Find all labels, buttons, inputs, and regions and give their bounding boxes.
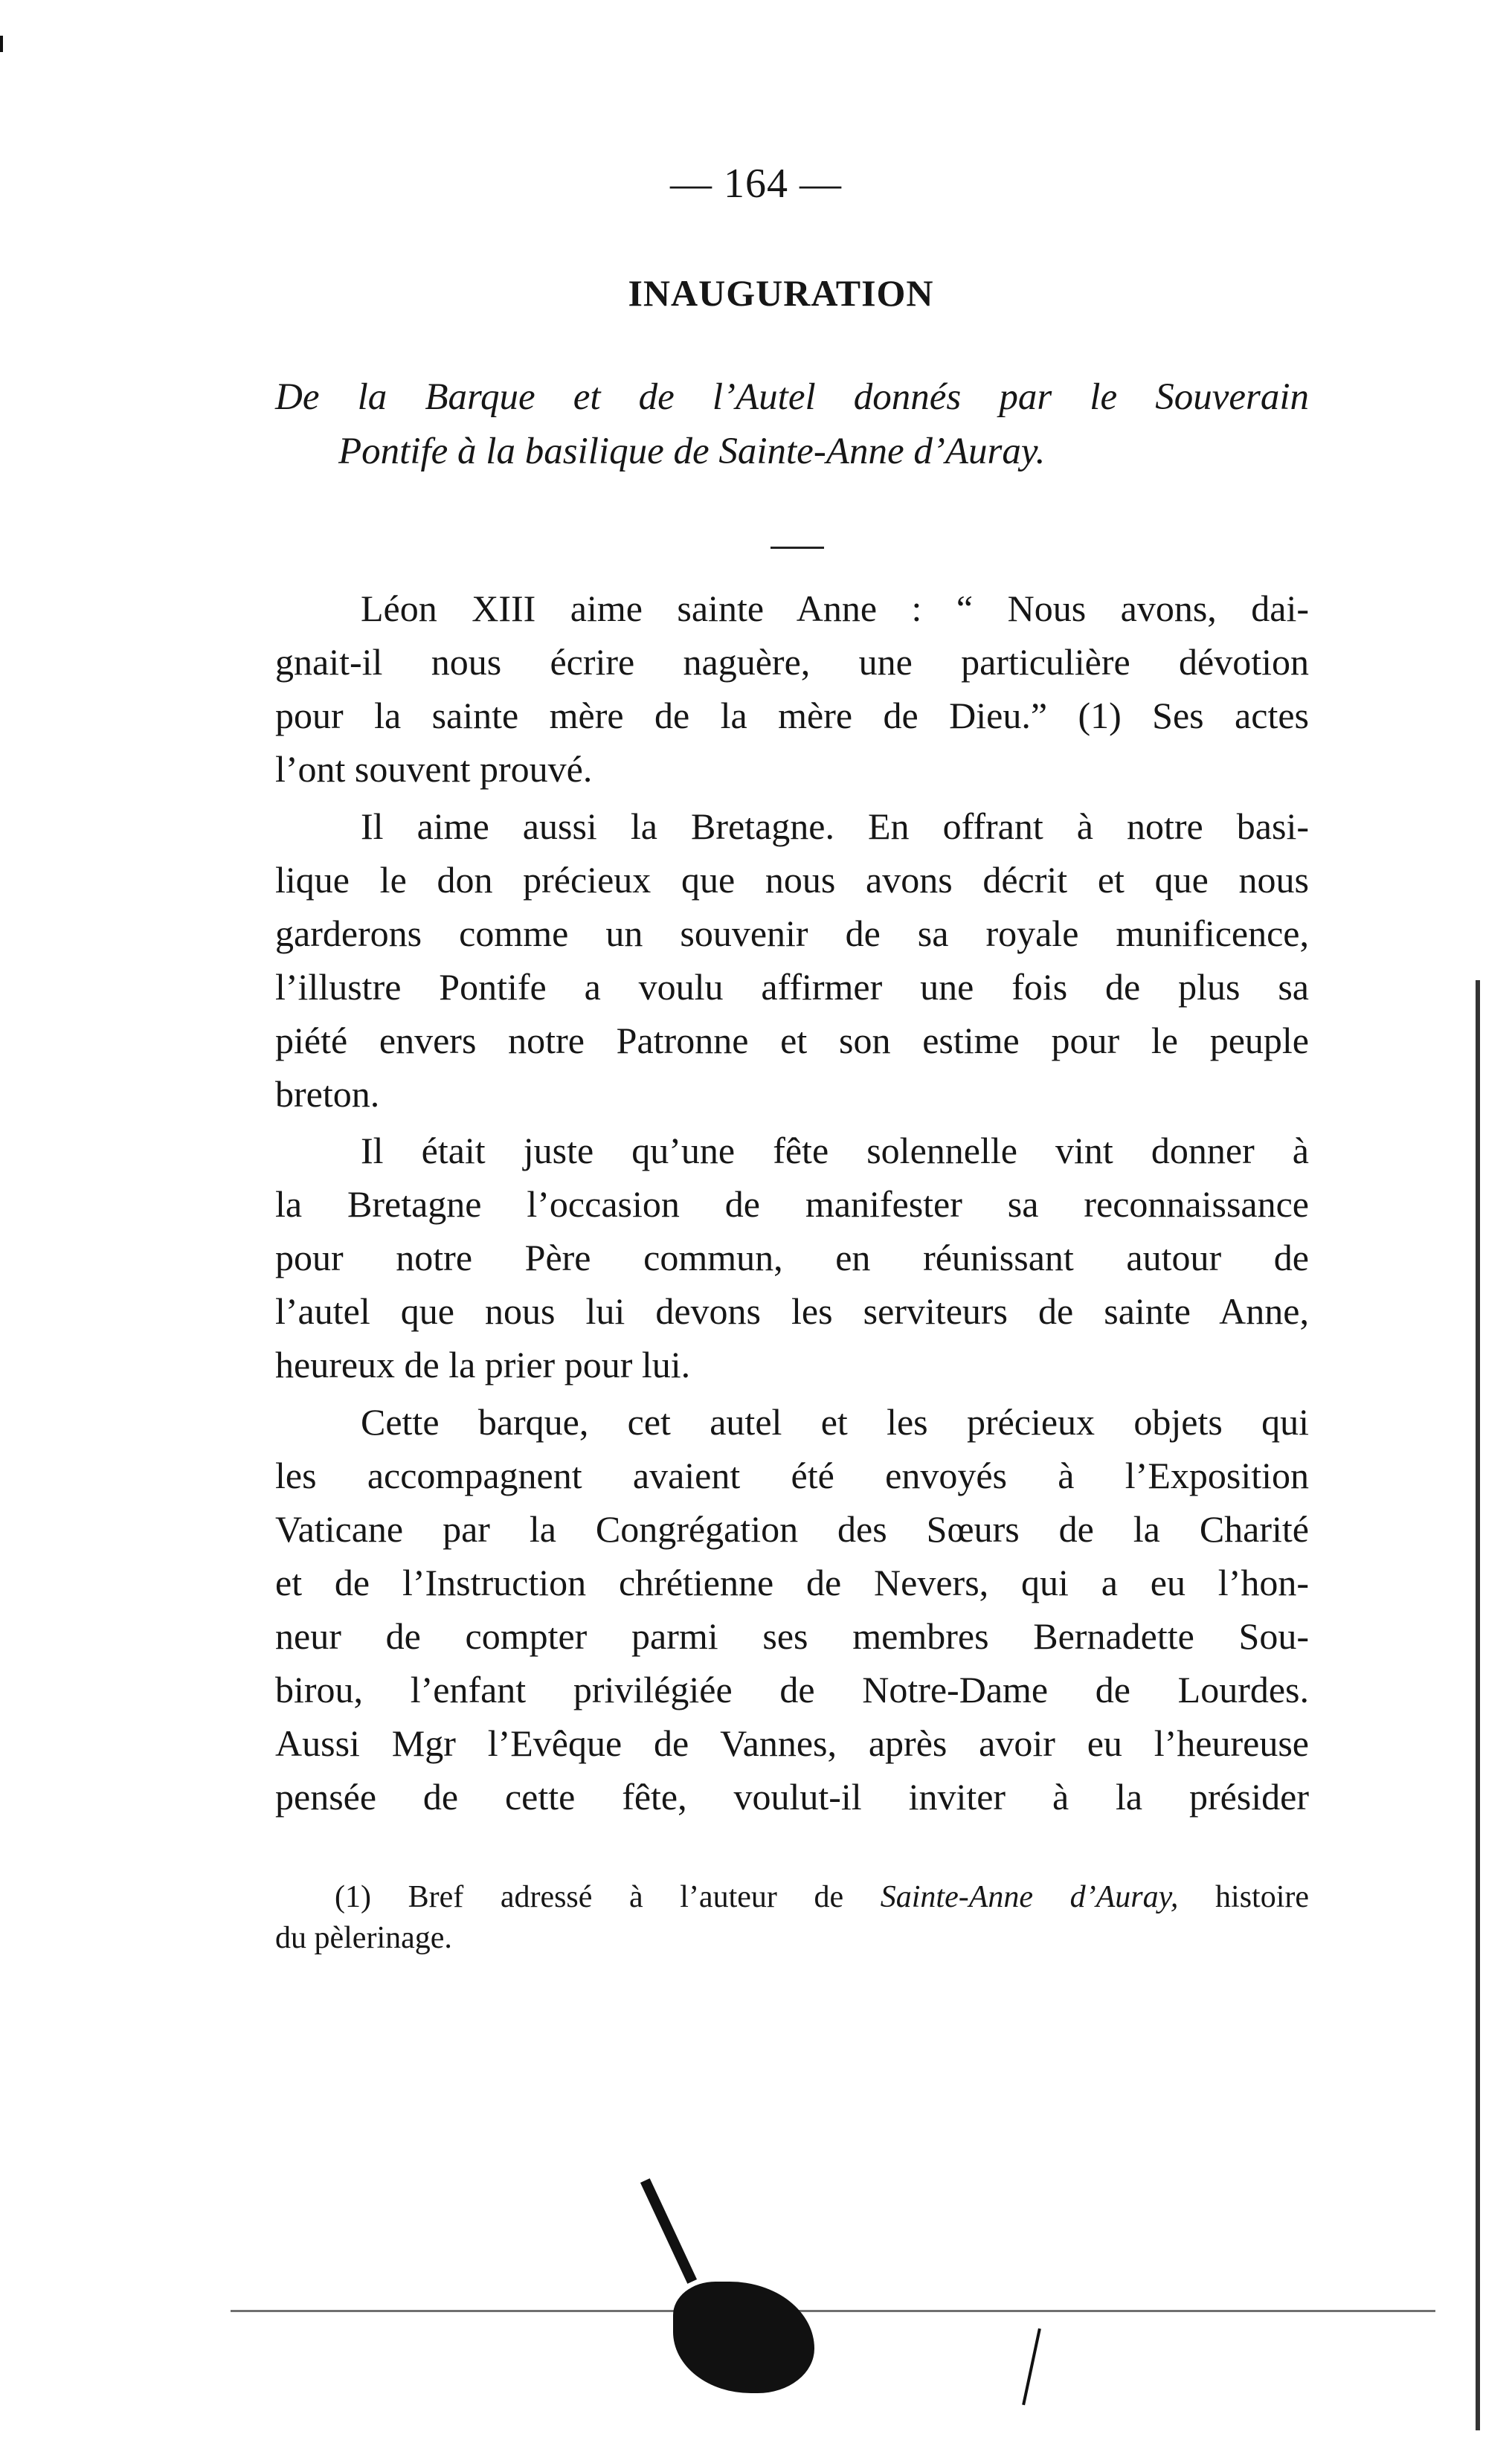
body-line: et de l’Instruction chrétienne de Nevers, qui a eu l’hon-	[275, 1562, 1309, 1603]
body-line: les accompagnent avaient été envoyés à l’Exposition	[275, 1455, 1309, 1496]
body-line: pour la sainte mère de la mère de Dieu.” (1) Ses actes	[275, 695, 1309, 736]
body-line: breton.	[275, 1073, 380, 1115]
body-line: neur de compter parmi ses membres Bernadette Sou-	[275, 1615, 1309, 1657]
ink-blot	[673, 2282, 814, 2393]
body-line: Léon XIII aime sainte Anne : “ Nous avons, dai-	[361, 588, 1309, 629]
body-line: Aussi Mgr l’Evêque de Vannes, après avoir eu l’heureuse	[275, 1722, 1309, 1764]
scan-scratch	[1022, 2328, 1041, 2406]
body-line: heureux de la prier pour lui.	[275, 1344, 691, 1385]
body-line: Il aime aussi la Bretagne. En offrant à notre basi-	[361, 805, 1309, 847]
chapter-heading: INAUGURATION	[628, 272, 934, 314]
body-line: gnait-il nous écrire naguère, une particulière dévotion	[275, 641, 1309, 683]
page-number: — 164 —	[670, 161, 842, 207]
section-divider	[771, 547, 824, 549]
body-line: l’autel que nous lui devons les serviteurs de sainte Anne,	[275, 1290, 1309, 1332]
body-line: birou, l’enfant privilégiée de Notre-Dame de Lourdes.	[275, 1669, 1309, 1710]
footnote-book-title: Sainte-Anne d’Auray,	[880, 1880, 1179, 1914]
footnote-line-1	[335, 1878, 1309, 1916]
footnote-line-2: du pèlerinage.	[275, 1921, 452, 1955]
body-line: garderons comme un souvenir de sa royale munificence,	[275, 912, 1309, 954]
scan-speck	[0, 36, 3, 52]
subtitle-line-1: De la Barque et de l’Autel donnés par le Souverain	[275, 376, 1309, 418]
body-line: pour notre Père commun, en réunissant autour de	[275, 1237, 1309, 1278]
footnote-text: histoire	[1178, 1880, 1310, 1914]
body-line: Cette barque, cet autel et les précieux objets qui	[361, 1401, 1309, 1443]
body-line: Vaticane par la Congrégation des Sœurs de la Charité	[275, 1508, 1309, 1550]
ink-streak	[640, 2178, 697, 2284]
body-line: Il était juste qu’une fête solennelle vint donner à	[361, 1130, 1309, 1171]
body-line: lique le don précieux que nous avons décrit et que nous	[275, 859, 1309, 901]
binding-edge-line	[1476, 980, 1480, 2430]
body-line: l’illustre Pontife a voulu affirmer une fois de plus sa	[275, 966, 1309, 1008]
body-line: la Bretagne l’occasion de manifester sa reconnaissance	[275, 1183, 1309, 1225]
subtitle-line-2: Pontife à la basilique de Sainte-Anne d’Auray.	[338, 431, 1046, 472]
body-line: piété envers notre Patronne et son estime pour le peuple	[275, 1020, 1309, 1061]
body-line: l’ont souvent prouvé.	[275, 748, 593, 790]
scan-baseline	[231, 2310, 1435, 2312]
footnote-text: (1) Bref adressé à l’auteur de	[335, 1880, 881, 1914]
body-line: pensée de cette fête, voulut-il inviter à la présider	[275, 1776, 1309, 1818]
